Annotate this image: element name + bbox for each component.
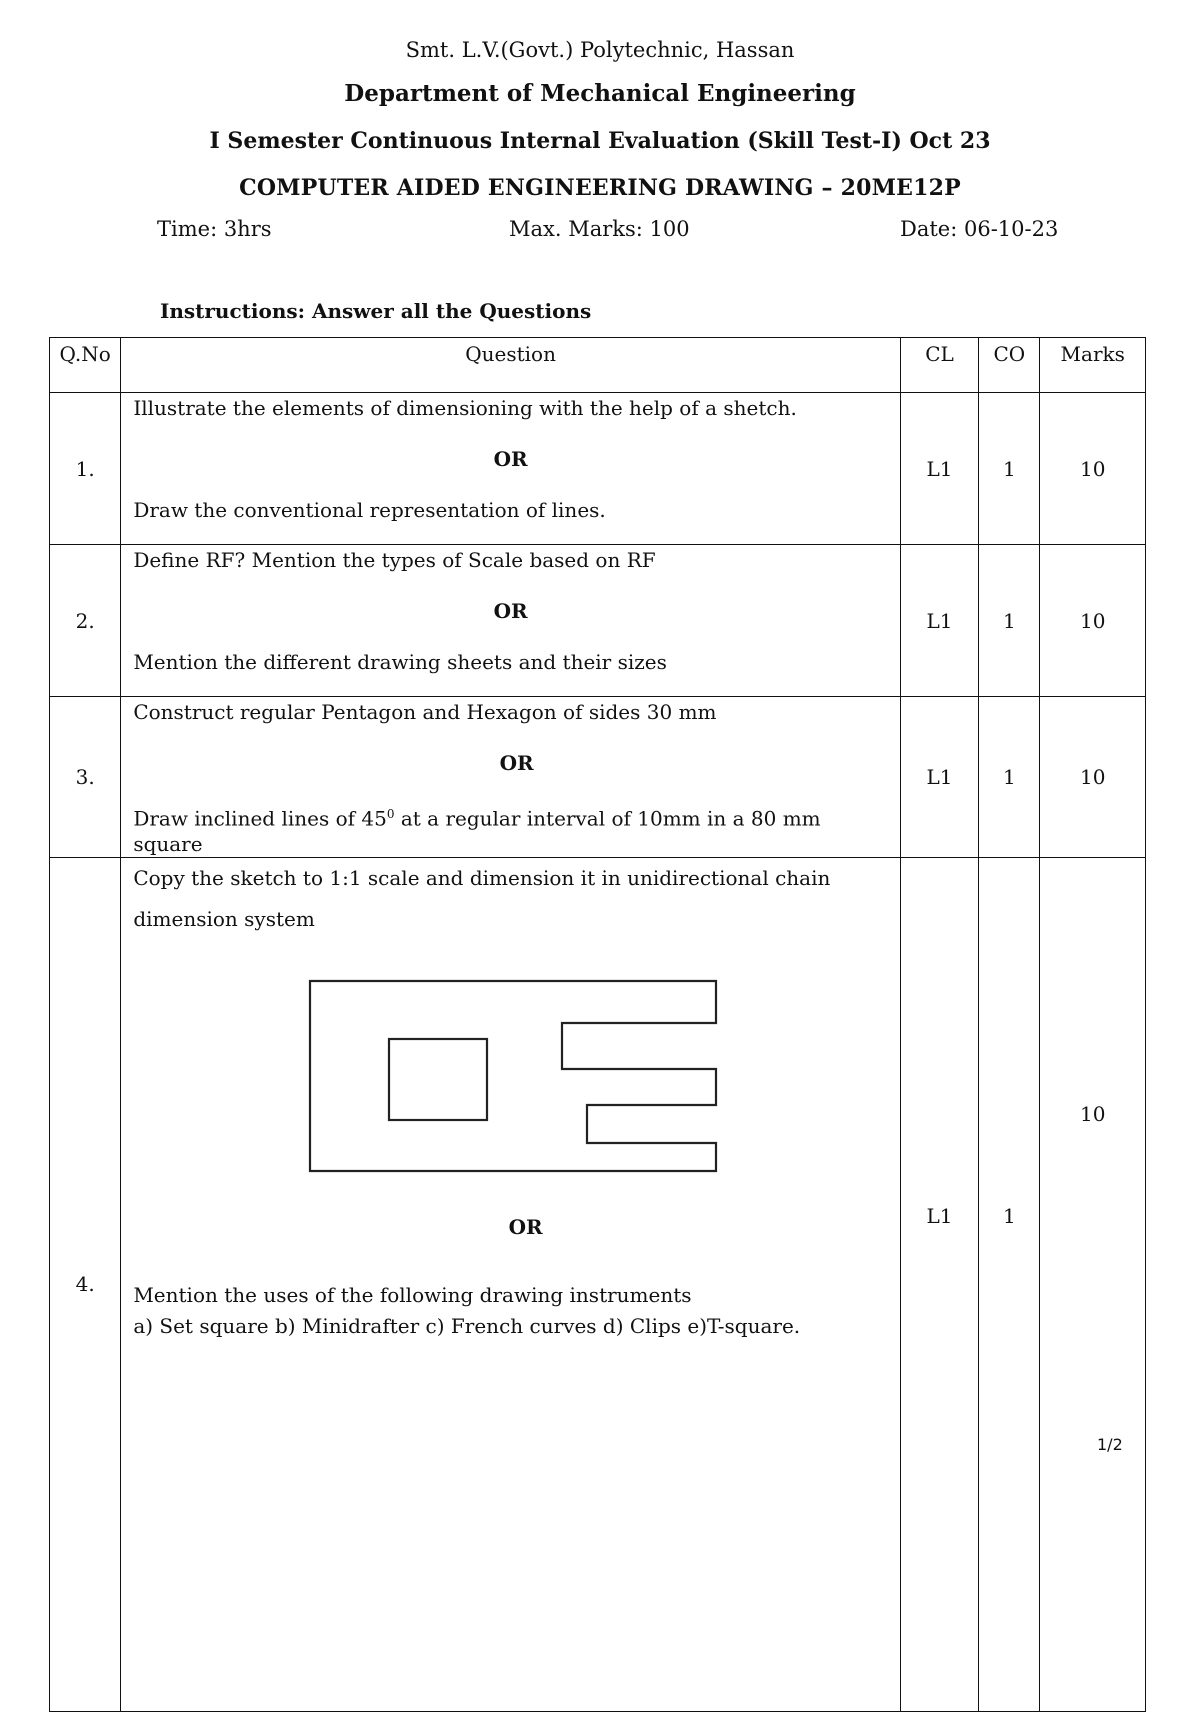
header-question: Question xyxy=(121,338,901,393)
square-cutout xyxy=(389,1039,487,1120)
marks-cell: 10 xyxy=(1040,545,1146,697)
header-qno: Q.No xyxy=(50,338,121,393)
cl-cell: L1 xyxy=(900,545,978,697)
max-marks: Max. Marks: 100 xyxy=(509,217,690,241)
question-cell xyxy=(121,697,901,858)
qno-cell: 4. xyxy=(50,857,121,1711)
question-text: Define RF? Mention the types of Scale based on RF xyxy=(133,548,656,572)
qno-cell: 3. xyxy=(50,697,121,858)
header-cl: CL xyxy=(900,338,978,393)
degree-superscript: 0 xyxy=(386,807,395,821)
question-cell xyxy=(121,545,901,697)
alternate-question-text xyxy=(133,776,888,857)
question-text: Illustrate the elements of dimensioning with the help of a shetch. xyxy=(133,396,797,420)
exam-date: Date: 06-10-23 xyxy=(900,217,1059,241)
table-row xyxy=(50,393,1146,545)
alternate-question-text: Draw the conventional representation of lines. xyxy=(133,498,606,522)
header-co: CO xyxy=(979,338,1040,393)
exam-title: I Semester Continuous Internal Evaluation (Skill Test-I) Oct 23 xyxy=(209,128,991,154)
qno-cell: 1. xyxy=(50,393,121,545)
question-cell xyxy=(121,857,901,1711)
question-text: Construct regular Pentagon and Hexagon of sides 30 mm xyxy=(133,700,717,724)
or-label: OR xyxy=(499,751,534,775)
marks-cell: 10 xyxy=(1040,393,1146,545)
cl-cell: L1 xyxy=(900,697,978,858)
plate-sketch-image xyxy=(298,975,728,1185)
alternate-question-text: Mention the different drawing sheets and their sizes xyxy=(133,650,667,674)
cl-cell: L1 xyxy=(900,393,978,545)
instructions: Instructions: Answer all the Questions xyxy=(160,299,592,323)
instrument-list: a) Set square b) Minidrafter c) French curves d) Clips e)T-square. xyxy=(133,1313,801,1338)
alternate-question-text: Mention the uses of the following drawing instruments xyxy=(133,1282,692,1307)
marks-cell: 10 xyxy=(1040,697,1146,858)
qno-cell: 2. xyxy=(50,545,121,697)
institution-name: Smt. L.V.(Govt.) Polytechnic, Hassan xyxy=(405,38,795,62)
or-label: OR xyxy=(493,447,528,471)
cl-cell: L1 xyxy=(900,857,978,1711)
subject-title: COMPUTER AIDED ENGINEERING DRAWING – 20ME12P xyxy=(239,175,961,201)
or-label: OR xyxy=(508,1214,543,1239)
header-marks: Marks xyxy=(1040,338,1146,393)
alternate-text-start: Draw inclined lines of 45 xyxy=(133,806,387,831)
plate-outline xyxy=(310,981,716,1171)
marks-cell: 10 xyxy=(1040,857,1146,1711)
page-number: 1/2 xyxy=(1097,1435,1123,1454)
or-label: OR xyxy=(493,599,528,623)
co-cell: 1 xyxy=(979,545,1040,697)
alternate-text-end: at a regular interval of 10mm in a 80 mm square xyxy=(133,806,821,856)
question-table xyxy=(49,337,1146,1712)
question-cell xyxy=(121,393,901,545)
table-row xyxy=(50,697,1146,858)
table-row xyxy=(50,857,1146,1711)
co-cell: 1 xyxy=(979,857,1040,1711)
co-cell: 1 xyxy=(979,697,1040,858)
exam-time: Time: 3hrs xyxy=(157,217,272,241)
co-cell: 1 xyxy=(979,393,1040,545)
table-row xyxy=(50,545,1146,697)
department-title: Department of Mechanical Engineering xyxy=(344,80,856,107)
question-text: Copy the sketch to 1:1 scale and dimension it in unidirectional chain dimension system xyxy=(133,865,831,931)
table-header-row xyxy=(50,338,1146,393)
